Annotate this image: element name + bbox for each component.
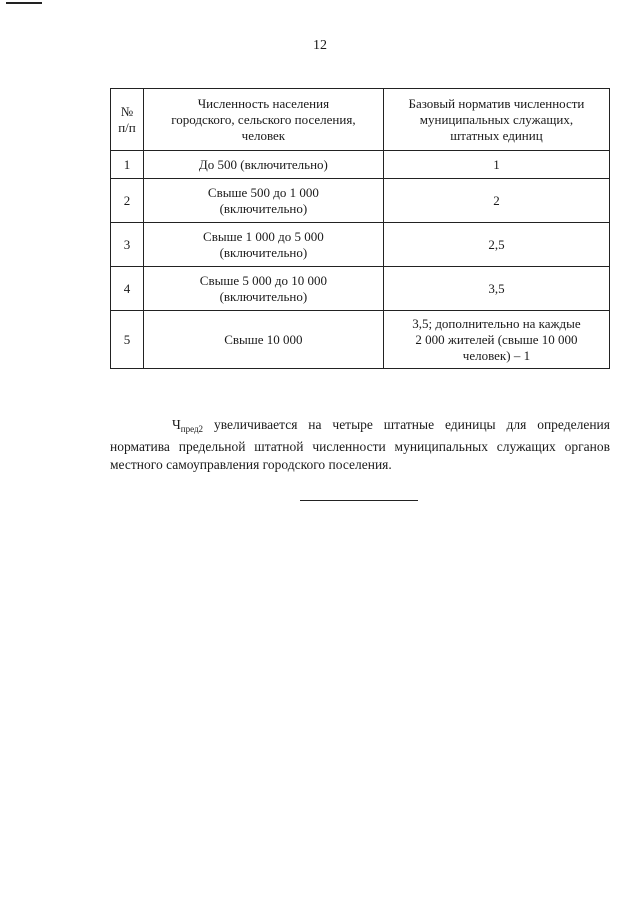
- row-num: 1: [111, 151, 144, 179]
- row-population: До 500 (включительно): [143, 151, 383, 179]
- symbol-ch: Ч: [172, 416, 181, 432]
- header-norm: Базовый норматив численности муниципальных служащих, штатных единиц: [383, 89, 609, 151]
- row-norm: 2,5: [383, 223, 609, 267]
- table-row: [111, 179, 610, 223]
- row-population: Свыше 5 000 до 10 000 (включительно): [143, 267, 383, 311]
- end-divider: [300, 500, 418, 501]
- page-number: 12: [313, 38, 327, 53]
- corner-mark: [6, 2, 42, 4]
- symbol-subscript: пред2: [180, 423, 204, 434]
- table-row: [111, 311, 610, 369]
- norms-table: [110, 88, 610, 369]
- paragraph-text: увеличивается на четыре штатные единицы для определения норматива предельной штатной численности муниципальных служащих органов местного самоуправления городского поселения.: [110, 416, 610, 472]
- row-norm: 2: [383, 179, 609, 223]
- row-num: 5: [111, 311, 144, 369]
- table-row: [111, 267, 610, 311]
- row-norm: 3,5: [383, 267, 609, 311]
- row-population: Свыше 500 до 1 000 (включительно): [143, 179, 383, 223]
- row-norm: 1: [383, 151, 609, 179]
- header-population: Численность населения городского, сельского поселения, человек: [143, 89, 383, 151]
- row-num: 4: [111, 267, 144, 311]
- row-num: 3: [111, 223, 144, 267]
- row-population: Свыше 1 000 до 5 000 (включительно): [143, 223, 383, 267]
- row-population: Свыше 10 000: [143, 311, 383, 369]
- row-norm: 3,5; дополнительно на каждые 2 000 жителей (свыше 10 000 человек) – 1: [383, 311, 609, 369]
- table-row: [111, 151, 610, 179]
- body-paragraph: [110, 416, 610, 474]
- header-num: № п/п: [111, 89, 144, 151]
- row-num: 2: [111, 179, 144, 223]
- table-row: [111, 223, 610, 267]
- table-header-row: [111, 89, 610, 151]
